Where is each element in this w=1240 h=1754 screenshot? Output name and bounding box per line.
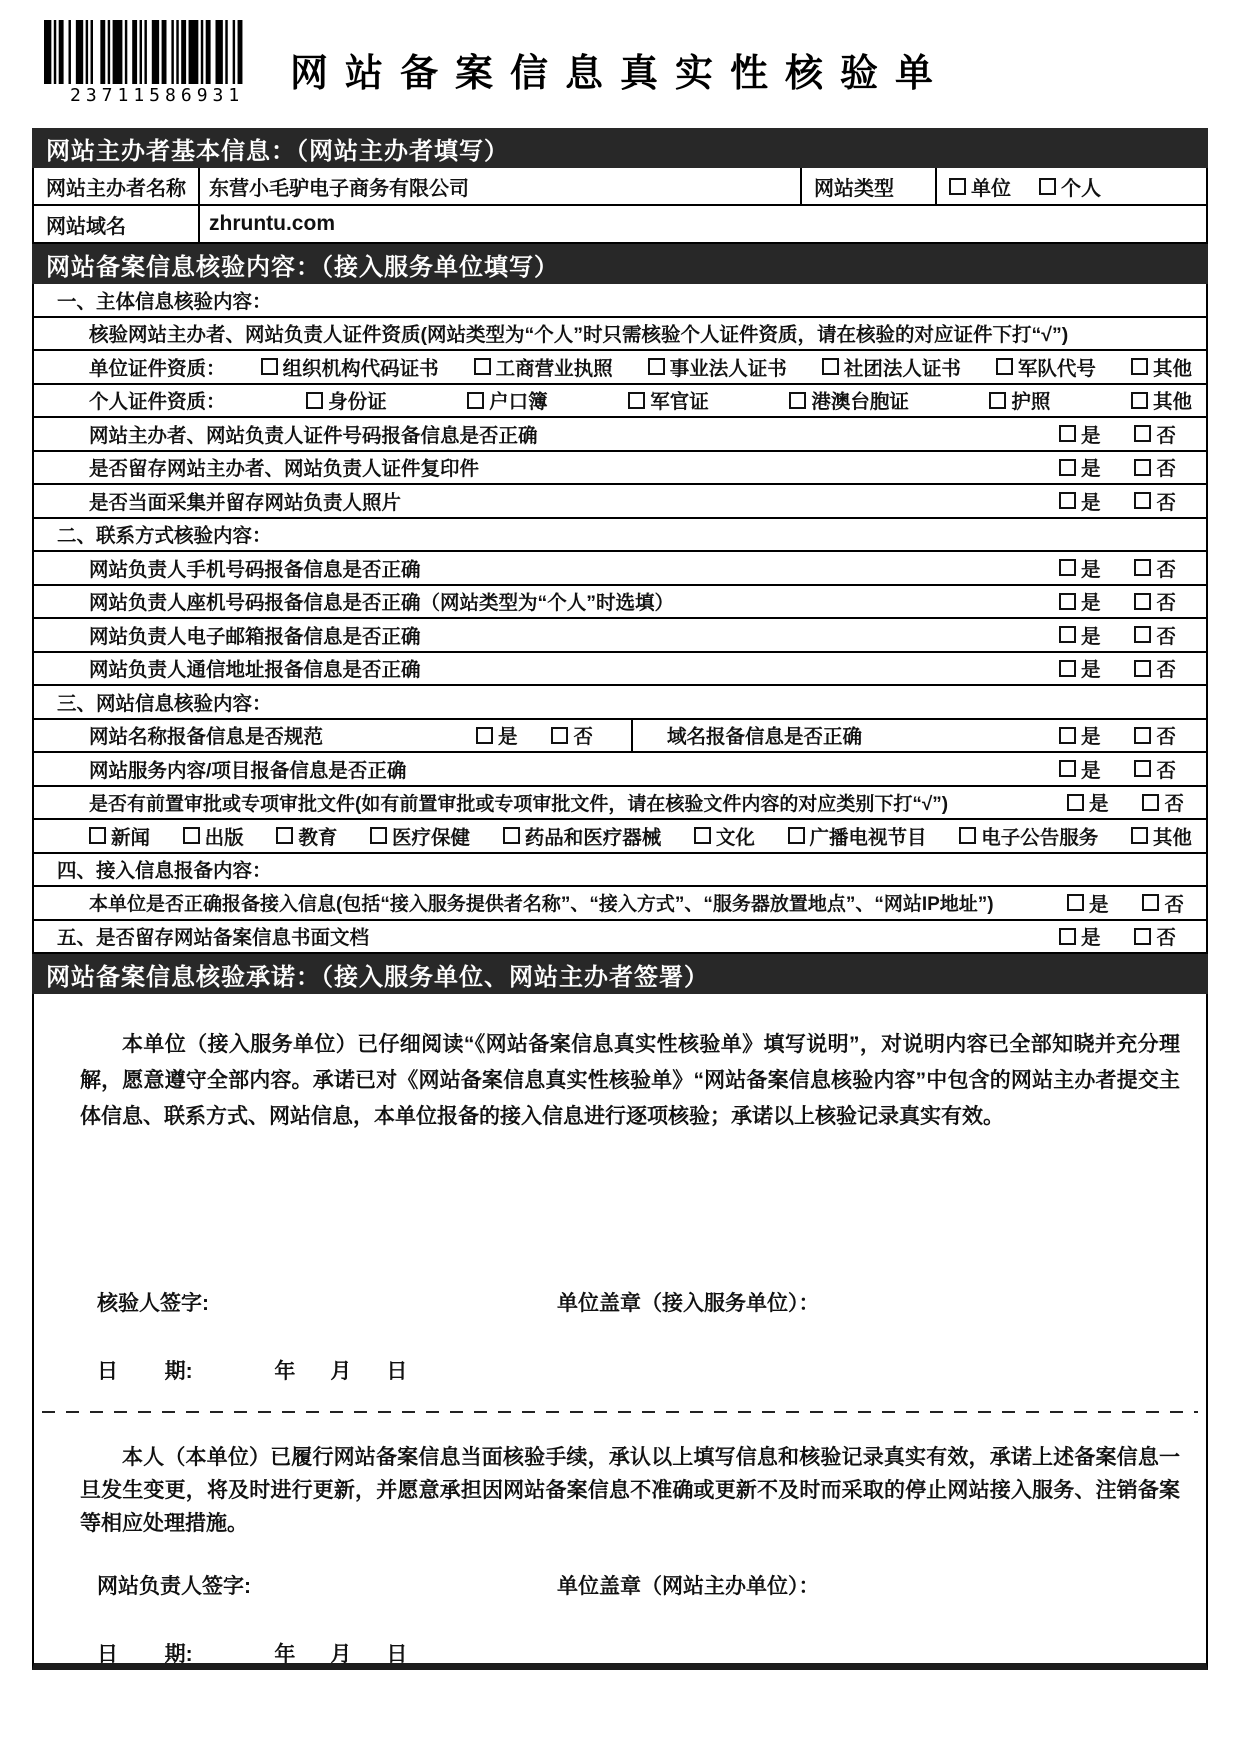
site-type-personal-option — [1039, 172, 1101, 201]
no-label: 否 — [1156, 659, 1176, 682]
no-label: 否 — [1164, 793, 1184, 816]
yesno-group — [1059, 420, 1176, 448]
option-label: 事业法人证书 — [669, 357, 787, 380]
option-label: 文化 — [715, 826, 755, 849]
option-label: 护照 — [1011, 391, 1051, 414]
checklist-row — [34, 385, 1206, 419]
commitment-block — [32, 994, 1208, 1670]
no-option — [1134, 487, 1176, 515]
checklist-row — [34, 318, 1206, 352]
no-option — [1134, 587, 1176, 615]
option — [1131, 386, 1192, 414]
no-option — [551, 721, 593, 749]
option-label: 户口簿 — [489, 391, 548, 414]
verifier-sign-label: 核验人签字: — [97, 1292, 209, 1315]
option — [306, 386, 387, 414]
yes-label: 是 — [497, 726, 518, 749]
isp-seal-label: 单位盖章（接入服务单位）： — [557, 1292, 820, 1315]
dashed-divider — [42, 1411, 1198, 1413]
checklist-row — [34, 921, 1206, 955]
option — [474, 353, 613, 381]
no-option — [1134, 721, 1176, 749]
option-checkbox[interactable] — [261, 358, 278, 375]
no-option — [1142, 889, 1184, 917]
yesno-group — [1059, 755, 1176, 783]
options-prefix: 个人证件资质： — [89, 391, 226, 414]
yes-label: 是 — [1080, 625, 1101, 648]
no-checkbox[interactable] — [551, 727, 568, 744]
row-heading: 三、网站信息核验内容： — [57, 692, 272, 715]
option-checkbox[interactable] — [989, 392, 1006, 409]
option — [788, 822, 927, 850]
option-checkbox[interactable] — [628, 392, 645, 409]
option — [467, 386, 548, 414]
checklist-row — [34, 552, 1206, 586]
commitment-paragraph-isp: 本单位（接入服务单位）已仔细阅读“《网站备案信息真实性核验单》填写说明”，对说明内容已全部知晓并充分理解，愿意遵守全部内容。承诺已对《网站备案信息真实性核验单》“网站备案信息核验内容”中包含的网站主办者提交主体信息、联系方式、网站信息，本单位报备的接入信息进行逐项核验；承诺以上核验记录真实有效。 — [80, 1033, 1180, 1128]
row-question: 网站负责人座机号码报备信息是否正确（网站类型为“个人”时选填） — [89, 592, 675, 615]
option-checkbox[interactable] — [183, 827, 200, 844]
option-label: 出版 — [204, 826, 244, 849]
no-label: 否 — [1164, 893, 1184, 916]
option-label: 社团法人证书 — [843, 357, 961, 380]
no-checkbox[interactable] — [1134, 928, 1151, 945]
no-option — [1134, 755, 1176, 783]
no-checkbox[interactable] — [1142, 794, 1159, 811]
checklist-row — [34, 485, 1206, 519]
option-checkbox[interactable] — [959, 827, 976, 844]
yes-label: 是 — [1080, 491, 1101, 514]
no-option — [1134, 420, 1176, 448]
option-label: 其他 — [1152, 357, 1192, 380]
row-question: 网站主办者、网站负责人证件号码报备信息是否正确 — [89, 424, 538, 447]
yes-option — [1067, 788, 1109, 816]
domain-row — [34, 206, 1206, 244]
no-option — [1142, 788, 1184, 816]
yes-option — [1059, 453, 1101, 481]
row-question: 网站负责人通信地址报备信息是否正确 — [89, 659, 421, 682]
row-heading: 一、主体信息核验内容： — [57, 290, 272, 313]
option — [648, 353, 787, 381]
yes-checkbox[interactable] — [1059, 760, 1076, 777]
yesno-group — [1067, 889, 1184, 917]
yes-checkbox[interactable] — [476, 727, 493, 744]
verification-form — [32, 20, 1208, 1670]
no-checkbox[interactable] — [1142, 894, 1159, 911]
row-question: 本单位是否正确报备接入信息(包括“接入服务提供者名称”、“接入方式”、“服务器放置地点”、“网站IP地址”) — [89, 894, 994, 916]
yes-label: 是 — [1080, 927, 1101, 950]
no-option — [1134, 453, 1176, 481]
option-label: 军队代号 — [1017, 357, 1096, 380]
yesno-group — [1059, 487, 1176, 515]
checklist-row — [34, 452, 1206, 486]
row-question: 网站服务内容/项目报备信息是否正确 — [89, 759, 407, 782]
yes-checkbox[interactable] — [1059, 492, 1076, 509]
yes-label: 是 — [1080, 558, 1101, 581]
yes-checkbox[interactable] — [1059, 425, 1076, 442]
option-label: 其他 — [1152, 826, 1192, 849]
option-label: 广播电视节目 — [809, 826, 927, 849]
no-label: 否 — [1156, 558, 1176, 581]
yes-label: 是 — [1088, 793, 1109, 816]
checklist-row — [34, 887, 1206, 921]
yes-checkbox[interactable] — [1059, 660, 1076, 677]
option-checkbox[interactable] — [1131, 392, 1148, 409]
section-basic-info-title: 网站主办者基本信息：（网站主办者填写） — [46, 137, 509, 165]
yes-checkbox[interactable] — [1059, 459, 1076, 476]
option-checkbox[interactable] — [694, 827, 711, 844]
barcode-number: 23711586931 — [70, 85, 245, 106]
section-verification-header — [32, 244, 1208, 284]
site-type-options — [937, 168, 1206, 204]
option-label: 工商营业执照 — [495, 357, 613, 380]
yes-label: 是 — [1080, 424, 1101, 447]
domain-label: 网站域名 — [34, 206, 200, 242]
organizer-name-value: 东营小毛驴电子商务有限公司 — [209, 177, 469, 200]
option — [503, 822, 662, 850]
yesno-group — [1067, 788, 1184, 816]
checklist-row — [34, 820, 1206, 854]
no-checkbox[interactable] — [1134, 727, 1151, 744]
yesno-group — [1059, 621, 1176, 649]
yes-checkbox[interactable] — [1059, 727, 1076, 744]
section-commitment-title: 网站备案信息核验承诺：（接入服务单位、网站主办者签署） — [46, 963, 709, 991]
yes-checkbox[interactable] — [1059, 593, 1076, 610]
checklist-row — [34, 753, 1206, 787]
option — [694, 822, 755, 850]
option-checkbox[interactable] — [467, 392, 484, 409]
no-label: 否 — [1156, 625, 1176, 648]
option-checkbox[interactable] — [1131, 358, 1148, 375]
responsible-signature-row — [97, 1570, 1206, 1600]
option-label: 军官证 — [650, 391, 709, 414]
no-label: 否 — [1156, 759, 1176, 782]
page-title: 网站备案信息真实性核验单 — [290, 53, 951, 95]
yes-label: 是 — [1080, 759, 1101, 782]
no-label: 否 — [1156, 592, 1176, 615]
no-checkbox[interactable] — [1134, 593, 1151, 610]
option — [789, 386, 909, 414]
checklist-row — [34, 519, 1206, 553]
option — [261, 353, 439, 381]
no-checkbox[interactable] — [1134, 626, 1151, 643]
yes-option — [1059, 721, 1101, 749]
yes-checkbox[interactable] — [1059, 928, 1076, 945]
option-checkbox[interactable] — [648, 358, 665, 375]
yesno-group — [1059, 721, 1176, 749]
option-checkbox[interactable] — [370, 827, 387, 844]
yes-option — [1059, 587, 1101, 615]
option — [89, 822, 150, 850]
yes-checkbox[interactable] — [1059, 559, 1076, 576]
checklist-row — [34, 418, 1206, 452]
yes-option — [1059, 621, 1101, 649]
row-note: 核验网站主办者、网站负责人证件资质(网站类型为“个人”时只需核验个人证件资质，请在核验的对应证件下打“√”) — [89, 324, 1069, 347]
no-option — [1134, 922, 1176, 950]
checklist-row — [34, 351, 1206, 385]
section-verification-title: 网站备案信息核验内容：（接入服务单位填写） — [46, 253, 559, 281]
organizer-seal-label: 单位盖章（网站主办单位）： — [557, 1575, 820, 1598]
checklist-row — [34, 787, 1206, 821]
option-checkbox[interactable] — [996, 358, 1013, 375]
option — [822, 353, 961, 381]
option — [996, 353, 1096, 381]
option-label: 港澳台胞证 — [811, 391, 909, 414]
row-question: 是否有前置审批或专项审批文件(如有前置审批或专项审批文件，请在核验文件内容的对应类别下打“√”) — [89, 793, 949, 815]
verifier-signature-row — [97, 1287, 1206, 1317]
checklist-row — [34, 854, 1206, 888]
verification-checklist — [32, 284, 1208, 954]
row-question: 是否当面采集并留存网站负责人照片 — [89, 491, 402, 514]
options-prefix: 单位证件资质： — [89, 357, 226, 380]
option — [276, 822, 337, 850]
site-type-label: 网站类型 — [800, 168, 937, 204]
date-line-isp: 日 期: 年 月 日 — [97, 1360, 408, 1383]
no-checkbox[interactable] — [1134, 559, 1151, 576]
yes-option — [476, 721, 518, 749]
unit-label: 单位 — [971, 177, 1011, 200]
yesno-group — [1059, 587, 1176, 615]
row-question: 网站负责人电子邮箱报备信息是否正确 — [89, 625, 421, 648]
no-label: 否 — [573, 726, 593, 749]
yes-checkbox[interactable] — [1067, 894, 1084, 911]
commitment-paragraph-organizer: 本人（本单位）已履行网站备案信息当面核验手续，承认以上填写信息和核验记录真实有效，承诺上述备案信息一旦发生变更，将及时进行更新，并愿意承担因网站备案信息不准确或更新不及时而采取的停止网站接入服务、注销备案等相应处理措施。 — [80, 1446, 1180, 1535]
yesno-group — [1059, 654, 1176, 682]
option — [1131, 353, 1192, 381]
organizer-name-label: 网站主办者名称 — [34, 168, 200, 204]
site-type-unit-option — [949, 172, 1011, 201]
responsible-sign-label: 网站负责人签字: — [97, 1575, 251, 1598]
row-heading: 二、联系方式核验内容： — [57, 525, 272, 548]
option-label: 电子公告服务 — [981, 826, 1099, 849]
yes-option — [1059, 554, 1101, 582]
yes-option — [1059, 654, 1101, 682]
yes-checkbox[interactable] — [1067, 794, 1084, 811]
row-question: 五、是否留存网站备案信息书面文档 — [57, 927, 370, 950]
organizer-row — [34, 168, 1206, 206]
no-option — [1134, 621, 1176, 649]
yes-checkbox[interactable] — [1059, 626, 1076, 643]
unit-checkbox[interactable] — [949, 178, 966, 195]
option-checkbox[interactable] — [306, 392, 323, 409]
personal-label: 个人 — [1061, 177, 1101, 200]
no-option — [1134, 554, 1176, 582]
yesno-group — [1059, 922, 1176, 950]
yesno-group — [476, 721, 593, 749]
yes-option — [1059, 755, 1101, 783]
form-header — [32, 20, 1208, 128]
no-label: 否 — [1156, 491, 1176, 514]
section-basic-info-header — [32, 128, 1208, 168]
yes-label: 是 — [1080, 592, 1101, 615]
section-commitment-header — [32, 954, 1208, 994]
yesno-group — [1059, 554, 1176, 582]
option-checkbox[interactable] — [503, 827, 520, 844]
option-label: 教育 — [298, 826, 338, 849]
option — [628, 386, 709, 414]
row-heading: 四、接入信息报备内容： — [57, 860, 272, 883]
yes-label: 是 — [1080, 659, 1101, 682]
option-label: 新闻 — [111, 826, 151, 849]
option-label: 其他 — [1152, 391, 1192, 414]
checklist-row — [34, 586, 1206, 620]
option — [1131, 822, 1192, 850]
domain-value: zhruntu.com — [209, 212, 335, 235]
option-label: 组织机构代码证书 — [282, 357, 439, 380]
option — [370, 822, 470, 850]
basic-info-table — [32, 168, 1208, 244]
no-label: 否 — [1156, 726, 1176, 749]
row-question: 网站名称报备信息是否规范 — [89, 726, 324, 749]
option-checkbox[interactable] — [789, 392, 806, 409]
no-label: 否 — [1156, 458, 1176, 481]
split-left — [34, 720, 633, 752]
yes-option — [1059, 487, 1101, 515]
yes-option — [1059, 420, 1101, 448]
checklist-row — [34, 720, 1206, 754]
option-checkbox[interactable] — [822, 358, 839, 375]
option-label: 医疗保健 — [392, 826, 471, 849]
split-right — [633, 720, 1206, 752]
row-question: 网站负责人手机号码报备信息是否正确 — [89, 558, 421, 581]
date-line-organizer: 日 期: 年 月 日 — [97, 1643, 408, 1666]
yes-label: 是 — [1080, 726, 1101, 749]
yes-option — [1059, 922, 1101, 950]
yes-label: 是 — [1088, 893, 1109, 916]
checklist-row — [34, 284, 1206, 318]
yes-option — [1067, 889, 1109, 917]
option-checkbox[interactable] — [474, 358, 491, 375]
barcode-icon — [44, 20, 252, 84]
no-checkbox[interactable] — [1134, 459, 1151, 476]
row-question: 域名报备信息是否正确 — [667, 726, 863, 749]
no-label: 否 — [1156, 424, 1176, 447]
option-checkbox[interactable] — [1131, 827, 1148, 844]
option-label: 药品和医疗器械 — [524, 826, 662, 849]
no-checkbox[interactable] — [1134, 425, 1151, 442]
checklist-row — [34, 653, 1206, 687]
no-checkbox[interactable] — [1134, 660, 1151, 677]
no-option — [1134, 654, 1176, 682]
personal-checkbox[interactable] — [1039, 178, 1056, 195]
checklist-row — [34, 619, 1206, 653]
option-checkbox[interactable] — [788, 827, 805, 844]
no-checkbox[interactable] — [1134, 492, 1151, 509]
option-checkbox[interactable] — [89, 827, 106, 844]
checklist-row — [34, 686, 1206, 720]
option-label: 身份证 — [328, 391, 387, 414]
option — [989, 386, 1050, 414]
yesno-group — [1059, 453, 1176, 481]
no-label: 否 — [1156, 927, 1176, 950]
row-question: 是否留存网站主办者、网站负责人证件复印件 — [89, 458, 480, 481]
yes-label: 是 — [1080, 458, 1101, 481]
option — [183, 822, 244, 850]
barcode-block — [44, 20, 256, 106]
option-checkbox[interactable] — [276, 827, 293, 844]
option — [959, 822, 1098, 850]
no-checkbox[interactable] — [1134, 760, 1151, 777]
